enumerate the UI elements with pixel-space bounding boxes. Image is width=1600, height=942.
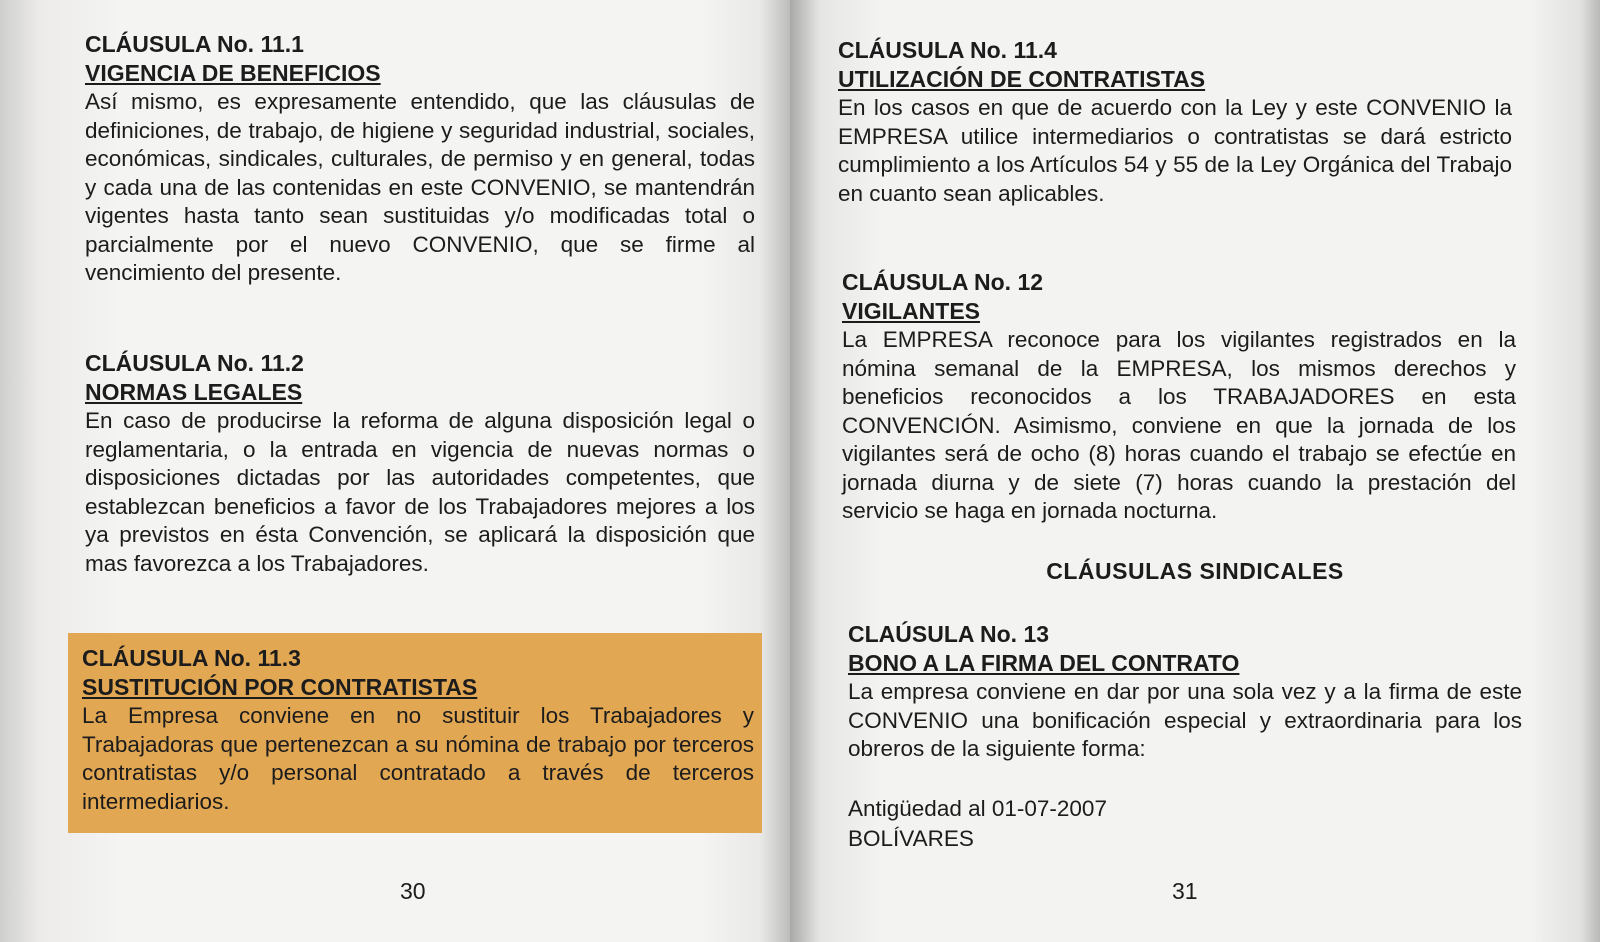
clause-11-1	[85, 30, 755, 288]
clause-body: Así mismo, es expresamente entendido, que las cláusulas de definiciones, de trabajo, de higiene y seguridad industrial, sociales, económicas, sindicales, culturales, de permiso y en general, todas y cada una de las contenidas en este CONVENIO, se mantendrán vigentes hasta tanto sean sustituidas y/o modificadas total o parcialmente por el nuevo CONVENIO, que se firme al vencimiento del presente.	[85, 89, 755, 285]
clause-body: La Empresa conviene en no sustituir los Trabajadores y Trabajadoras que pertenezcan a su nómina de trabajo por terceros contratistas y/o personal contratado a través de terceros intermediarios.	[82, 703, 754, 814]
clause-title: BONO A LA FIRMA DEL CONTRATO	[848, 650, 1240, 676]
seniority-block	[848, 794, 1522, 854]
seniority-line: Antigüedad al 01-07-2007	[848, 796, 1107, 821]
clause-body: La empresa conviene en dar por una sola vez y a la firma de este CONVENIO una bonificación especial y extraordinaria para los obreros de la siguiente forma:	[848, 679, 1522, 761]
clause-label: CLÁUSULA No. 12	[842, 269, 1044, 295]
clause-label: CLÁUSULA No. 11.1	[85, 31, 304, 57]
clause-title: VIGENCIA DE BENEFICIOS	[85, 60, 381, 86]
page-number: 31	[1172, 878, 1198, 904]
clause-body: La EMPRESA reconoce para los vigilantes registrados en la nómina semanal de la EMPRESA, los mismos derechos y beneficios reconocidos a los TRABAJADORES en esta CONVENCIÓN. Asimismo, conviene en que la jornada de los vigilantes será de ocho (8) horas cuando el trabajo se efectúe en jornada diurna y de siete (7) horas cuando la prestación del servicio se haga en jornada nocturna.	[842, 327, 1516, 523]
clause-label: CLÁUSULA No. 11.2	[85, 350, 304, 376]
clause-title: SUSTITUCIÓN POR CONTRATISTAS	[82, 674, 478, 700]
clause-11-2	[85, 349, 755, 578]
clause-11-3	[82, 644, 754, 816]
clause-label: CLAÚSULA No. 13	[848, 621, 1050, 647]
clause-11-4	[838, 36, 1512, 208]
clause-12	[842, 268, 1516, 526]
clause-label: CLÁUSULA No. 11.4	[838, 37, 1057, 63]
clause-title: NORMAS LEGALES	[85, 379, 303, 405]
clause-title: VIGILANTES	[842, 298, 981, 324]
clause-body: En los casos en que de acuerdo con la Ley y este CONVENIO la EMPRESA utilice intermediarios o contratistas se dará estricto cumplimiento a los Artículos 54 y 55 de la Ley Orgánica del Trabajo en cuanto sean aplicables.	[838, 95, 1512, 206]
clause-body: En caso de producirse la reforma de alguna disposición legal o reglamentaria, o la entrada en vigencia de nuevas normas o disposiciones dictadas por las autoridades competentes, que establezcan beneficios a favor de los Trabajadores mejores a los ya previstos en ésta Convención, se aplicará la disposición que mas favorezca a los Trabajadores.	[85, 408, 755, 576]
page-number: 30	[400, 878, 426, 904]
left-page	[0, 0, 790, 942]
currency-line: BOLÍVARES	[848, 826, 974, 851]
clause-13	[848, 620, 1522, 764]
clause-title: UTILIZACIÓN DE CONTRATISTAS	[838, 66, 1206, 92]
right-page	[790, 0, 1600, 942]
clause-label: CLÁUSULA No. 11.3	[82, 645, 301, 671]
section-heading: CLÁUSULAS SINDICALES	[1046, 558, 1344, 584]
